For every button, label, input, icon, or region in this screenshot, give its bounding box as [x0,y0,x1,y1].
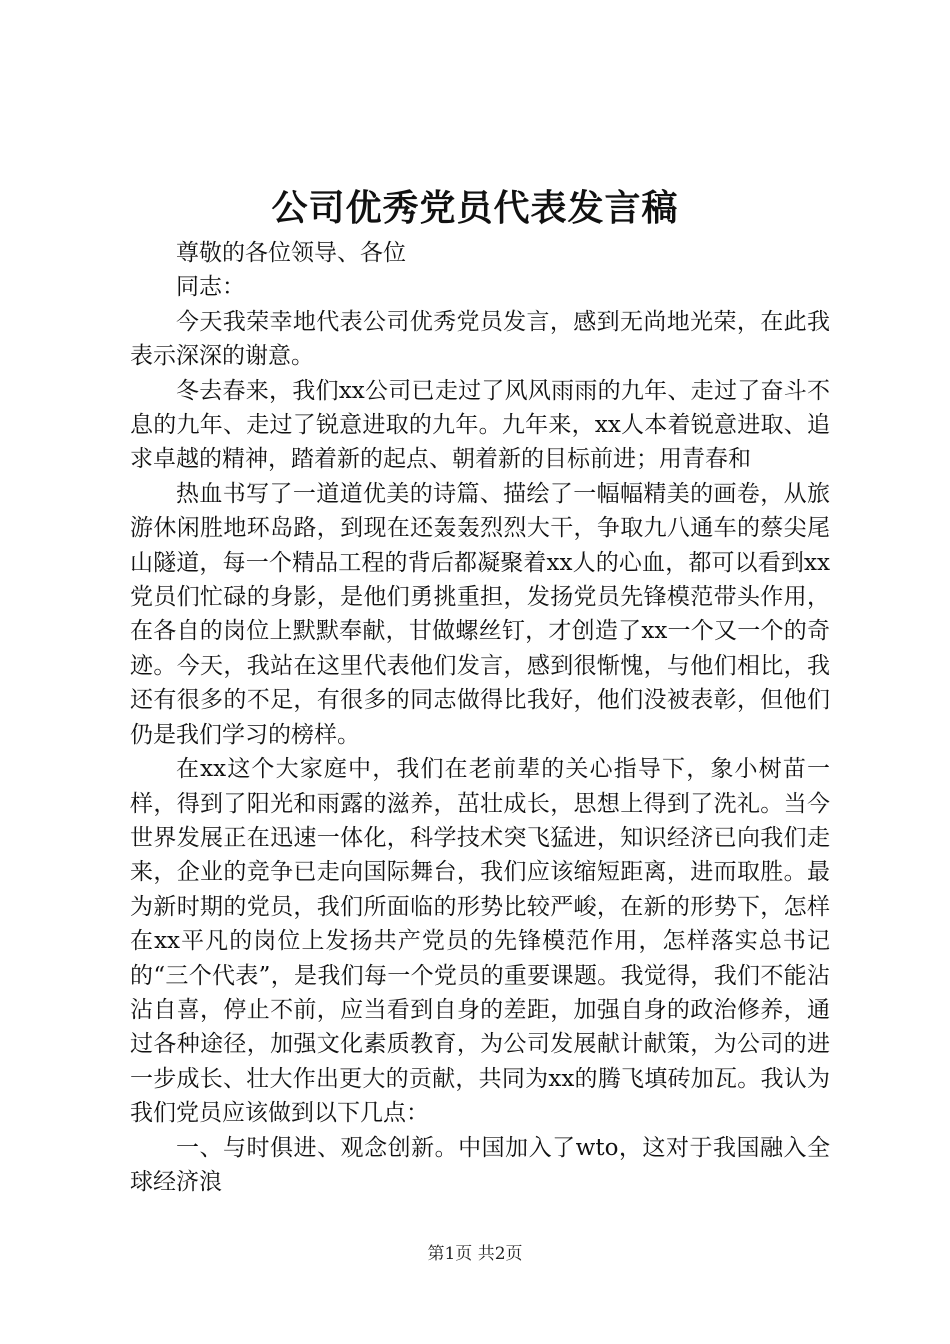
salutation-line-2: 同志： [176,274,245,301]
paragraph-point-one: 一、与时俱进、观念创新。中国加入了wto，这对于我国融入全球经济浪 [130,1134,830,1195]
document-body [130,236,830,1199]
paragraph-history: 冬去春来，我们xx公司已走过了风风雨雨的九年、走过了奋斗不息的九年、走过了锐意进取的九年。九年来，xx人本着锐意进取、追求卓越的精神，踏着新的起点、朝着新的目标前进；用青春和 [130,377,830,473]
paragraph-growth: 在xx这个大家庭中，我们在老前辈的关心指导下，象小树苗一样，得到了阳光和雨露的滋养，茁壮成长，思想上得到了洗礼。当今世界发展正在迅速一体化，科学技术突飞猛进，知识经济已向我们走来，企业的竞争已走向国际舞台，我们应该缩短距离，进而取胜。最为新时期的党员，我们所面临的形势比较严峻，在新的形势下，怎样在xx平凡的岗位上发扬共产党员的先锋模范作用，怎样落实总书记的“三个代表”，是我们每一个党员的重要课题。我觉得，我们不能沾沾自喜，停止不前，应当看到自身的差距，加强自身的政治修养，通过各种途径，加强文化素质教育，为公司发展献计献策，为公司的进一步成长、壮大作出更大的贡献，共同为xx的腾飞填砖加瓦。我认为我们党员应该做到以下几点： [130,756,830,1127]
document-title: 公司优秀党员代表发言稿 [271,188,679,229]
paragraph-opening: 今天我荣幸地代表公司优秀党员发言，感到无尚地光荣，在此我表示深深的谢意。 [130,308,830,370]
salutation-line-1: 尊敬的各位领导、各位 [176,240,406,266]
paragraph-achievements: 热血书写了一道道优美的诗篇、描绘了一幅幅精美的画卷，从旅游休闲胜地环岛路，到现在还轰轰烈烈大干，争取九八通车的蔡尖尾山隧道，每一个精品工程的背后都凝聚着xx人的心血，都可以看到xx党员们忙碌的身影，是他们勇挑重担，发扬党员先锋模范带头作用，在各自的岗位上默默奉献，甘做螺丝钉，才创造了xx一个又一个的奇迹。今天，我站在这里代表他们发言，感到很惭愧，与他们相比，我还有很多的不足，有很多的同志做得比我好，他们没被表彰，但他们仍是我们学习的榜样。 [130,480,830,748]
page-footer: 第1页 共2页 [427,1244,523,1264]
